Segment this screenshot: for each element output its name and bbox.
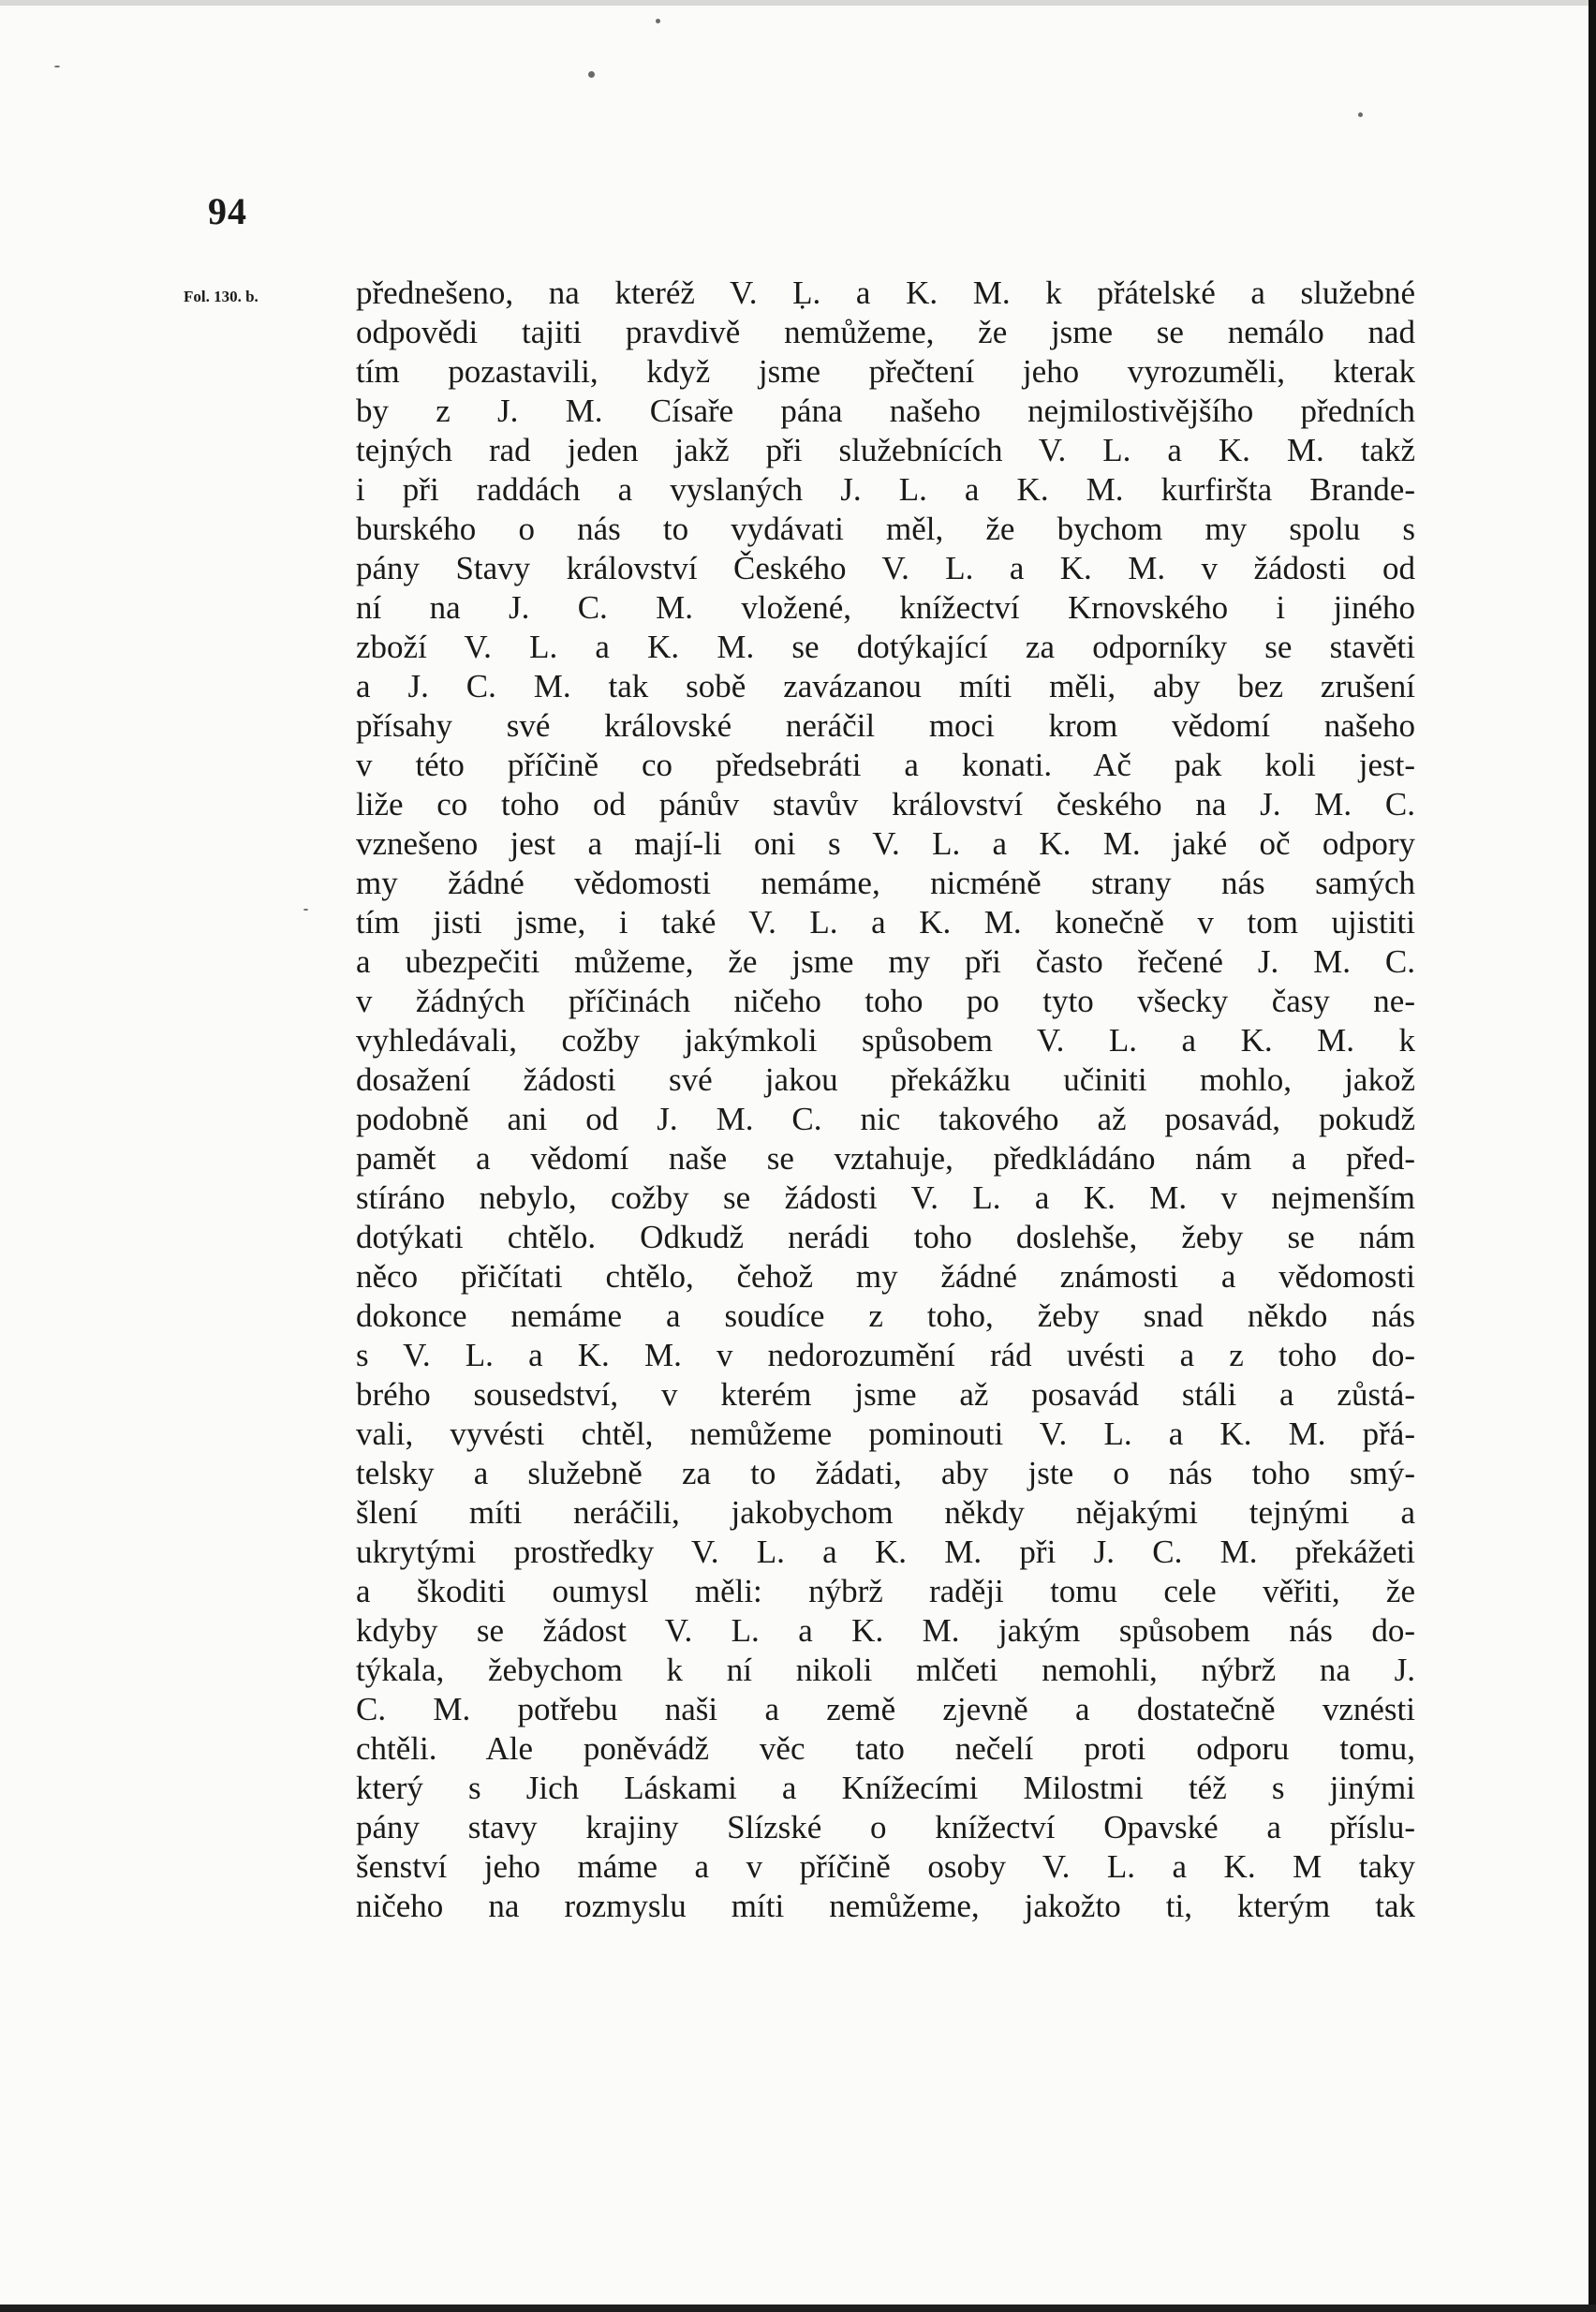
text-line: kdyby se žádost V. L. a K. M. jakým spůsobem nás do- (356, 1612, 1415, 1649)
text-line: vznešeno jest a mají-li oni s V. L. a K. M. jaké oč odpory (356, 825, 1415, 862)
text-line: tím jisti jsme, i také V. L. a K. M. konečně v tom ujistiti (356, 904, 1415, 941)
text-line: by z J. M. Císaře pána našeho nejmilostivějšího předních (356, 393, 1415, 429)
text-line: pány stavy krajiny Slízské o knížectví Opavské a příslu- (356, 1809, 1415, 1845)
text-line: týkala, žebychom k ní nikoli mlčeti nemohli, nýbrž na J. (356, 1652, 1415, 1688)
margin-folio-note: Fol. 130. b. (184, 288, 259, 305)
text-line: odpovědi tajiti pravdivě nemůžeme, že jsme se nemálo nad (356, 314, 1415, 350)
scan-speck (588, 71, 595, 78)
text-line: i při raddách a vyslaných J. L. a K. M. kurfiršta Brande- (356, 471, 1415, 508)
text-line: který s Jich Láskami a Knížecími Milostmi též s jinými (356, 1770, 1415, 1806)
text-line: a škoditi oumysl měli: nýbrž raději tomu cele věřiti, že (356, 1573, 1415, 1609)
scan-speck (303, 909, 308, 911)
text-line: chtěli. Ale poněvádž věc tato nečelí proti odporu tomu, (356, 1730, 1415, 1767)
text-line: v této příčině co předsebráti a konati. Ač pak koli jest- (356, 747, 1415, 783)
text-line: šlení míti neráčili, jakobychom někdy nějakými tejnými a (356, 1494, 1415, 1531)
text-line: s V. L. a K. M. v nedorozumění rád uvésti a z toho do- (356, 1337, 1415, 1373)
scan-speck (656, 19, 660, 23)
scan-edge-top (0, 0, 1596, 6)
text-line: ní na J. C. M. vložené, knížectví Krnovského i jiného (356, 589, 1415, 626)
text-line: ukrytými prostředky V. L. a K. M. při J. C. M. překážeti (356, 1534, 1415, 1570)
text-line: ničeho na rozmyslu míti nemůžeme, jakožto ti, kterým tak (356, 1888, 1415, 1924)
scan-speck (54, 66, 60, 67)
scan-edge-bottom (0, 2305, 1596, 2312)
text-line: burského o nás to vydávati měl, že bychom my spolu s (356, 511, 1415, 547)
text-line: něco přičítati chtělo, čehož my žádné známosti a vědomosti (356, 1258, 1415, 1295)
text-line: vali, vyvésti chtěl, nemůžeme pominouti V. L. a K. M. přá- (356, 1415, 1415, 1452)
text-line: pamět a vědomí naše se vztahuje, předkládáno nám a před- (356, 1140, 1415, 1177)
text-line: C. M. potřebu naši a země zjevně a dostatečně vznésti (356, 1691, 1415, 1727)
text-line: a ubezpečiti můžeme, že jsme my při často řečené J. M. C. (356, 943, 1415, 980)
scan-speck (1358, 112, 1363, 117)
text-line: pány Stavy království Českého V. L. a K. M. v žádosti od (356, 550, 1415, 586)
text-line: přísahy své královské neráčil moci krom vědomí našeho (356, 707, 1415, 744)
text-line: tejných rad jeden jakž při služebnících V. L. a K. M. takž (356, 432, 1415, 468)
text-line: vyhledávali, cožby jakýmkoli spůsobem V. L. a K. M. k (356, 1022, 1415, 1059)
text-line: tím pozastavili, když jsme přečtení jeho vyrozuměli, kterak (356, 353, 1415, 390)
text-line: a J. C. M. tak sobě zavázanou míti měli, aby bez zrušení (356, 668, 1415, 704)
text-line: stíráno nebylo, cožby se žádosti V. L. a K. M. v nejmenším (356, 1179, 1415, 1216)
body-text (356, 274, 1415, 1926)
text-line: dosažení žádosti své jakou překážku učiniti mohlo, jakož (356, 1061, 1415, 1098)
text-line: dokonce nemáme a soudíce z toho, žeby snad někdo nás (356, 1297, 1415, 1334)
text-line: šenství jeho máme a v příčině osoby V. L. a K. M taky (356, 1848, 1415, 1885)
text-line: zboží V. L. a K. M. se dotýkající za odporníky se stavěti (356, 629, 1415, 665)
text-line: liže co toho od pánův stavův království českého na J. M. C. (356, 786, 1415, 823)
text-line: podobně ani od J. M. C. nic takového až posavád, pokudž (356, 1101, 1415, 1137)
text-line: dotýkati chtělo. Odkudž nerádi toho doslehše, žeby se nám (356, 1219, 1415, 1255)
text-line: my žádné vědomosti nemáme, nicméně strany nás samých (356, 865, 1415, 901)
text-line: telsky a služebně za to žádati, aby jste o nás toho smý- (356, 1455, 1415, 1491)
page-number: 94 (208, 190, 247, 232)
text-line: brého sousedství, v kterém jsme až posavád stáli a zůstá- (356, 1376, 1415, 1413)
text-line: v žádných příčinách ničeho toho po tyto všecky časy ne- (356, 983, 1415, 1019)
scan-edge-right (1589, 0, 1596, 2312)
text-line: přednešeno, na kteréž V. Ḷ. a K. M. k přátelské a služebné (356, 274, 1415, 311)
